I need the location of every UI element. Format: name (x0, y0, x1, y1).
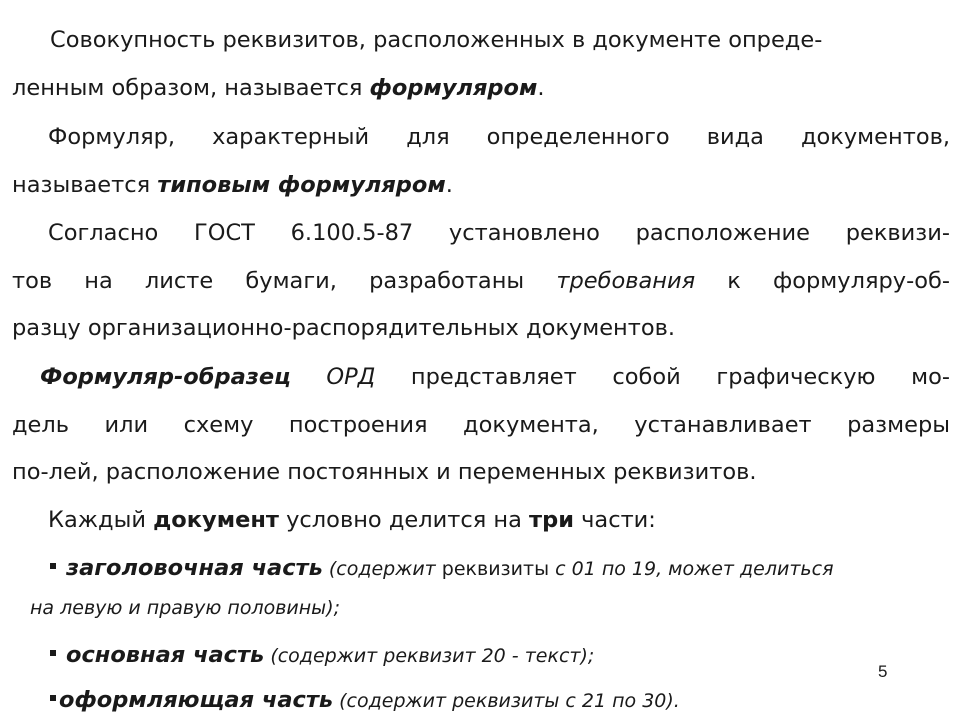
term-tri: три (529, 507, 574, 533)
p2-line1 (48, 122, 950, 152)
p4-line2-text: дель или схему построения документа, устанавливает размеры (12, 412, 950, 438)
bullet-item-osnovnaya (50, 640, 594, 671)
term-ord: ОРД (290, 364, 376, 390)
term-formulyar: формуляром (369, 75, 538, 101)
term-formulyar-obrazets: Формуляр-образец (40, 364, 291, 390)
p5-text-pre: Каждый (48, 507, 154, 533)
bullet-item-zagolovochnaya-cont (30, 593, 340, 623)
bullet-note-line2: на левую и правую половины); (30, 597, 341, 619)
p5-text-mid: условно делится на (278, 507, 530, 533)
p1-line2-end: . (537, 75, 545, 101)
p2-line2 (12, 170, 453, 200)
p4-line1 (40, 362, 950, 392)
p4-line2 (12, 410, 950, 440)
page-number: 5 (878, 662, 888, 681)
p3-line2-end: к формуляру-об- (695, 268, 950, 294)
bullet-item-oformlyayushchaya (50, 685, 680, 716)
p3-line1 (48, 218, 950, 248)
p1-line2 (12, 73, 545, 103)
p2-line2-end: . (445, 172, 453, 198)
bullet-note-range: с 01 по 19 (549, 558, 657, 580)
p3-line2 (12, 266, 950, 296)
square-bullet-icon (50, 563, 56, 569)
bullet-note: (содержит (322, 558, 442, 580)
p5-text-post: части: (573, 507, 656, 533)
bullet-note-plain: реквизиты (441, 558, 550, 580)
p2-line2-text: называется (12, 172, 158, 198)
bullet-title: оформляющая часть (59, 687, 334, 713)
p2-line1-text: Формуляр, характерный для определенного вида документов, (48, 124, 950, 150)
p3-line3 (12, 313, 675, 343)
bullet-note: (содержит реквизит 20 - текст); (264, 645, 595, 667)
p3-line2-text: тов на листе бумаги, разработаны (12, 268, 557, 294)
bullet-note-tail: , может делиться (656, 558, 834, 580)
bullet-item-zagolovochnaya (50, 553, 834, 584)
square-bullet-icon (50, 650, 56, 656)
term-dokument: документ (153, 507, 279, 533)
p1-line1-text: Совокупность реквизитов, расположенных в документе опреде- (50, 27, 823, 53)
p3-line1-text: Согласно ГОСТ 6.100.5-87 установлено расположение реквизи- (48, 220, 950, 246)
square-bullet-icon (50, 695, 56, 701)
p3-line3-text: разцу организационно-распорядительных документов. (12, 315, 676, 341)
p1-line2-text: ленным образом, называется (12, 75, 370, 101)
term-tipovoy-formulyar: типовым формуляром (157, 172, 446, 198)
bullet-title: заголовочная часть (66, 555, 323, 581)
p5-line (48, 505, 656, 535)
bullet-note: (содержит реквизиты с 21 по 30). (333, 690, 680, 712)
bullet-title: основная часть (66, 642, 265, 668)
term-trebovaniya: требования (556, 268, 696, 294)
p4-line3 (12, 457, 757, 487)
p1-line1 (50, 25, 822, 55)
p4-line1-text: представляет собой графическую мо- (375, 364, 950, 390)
p4-line3-text: по-лей, расположение постоянных и переменных реквизитов. (12, 459, 757, 485)
